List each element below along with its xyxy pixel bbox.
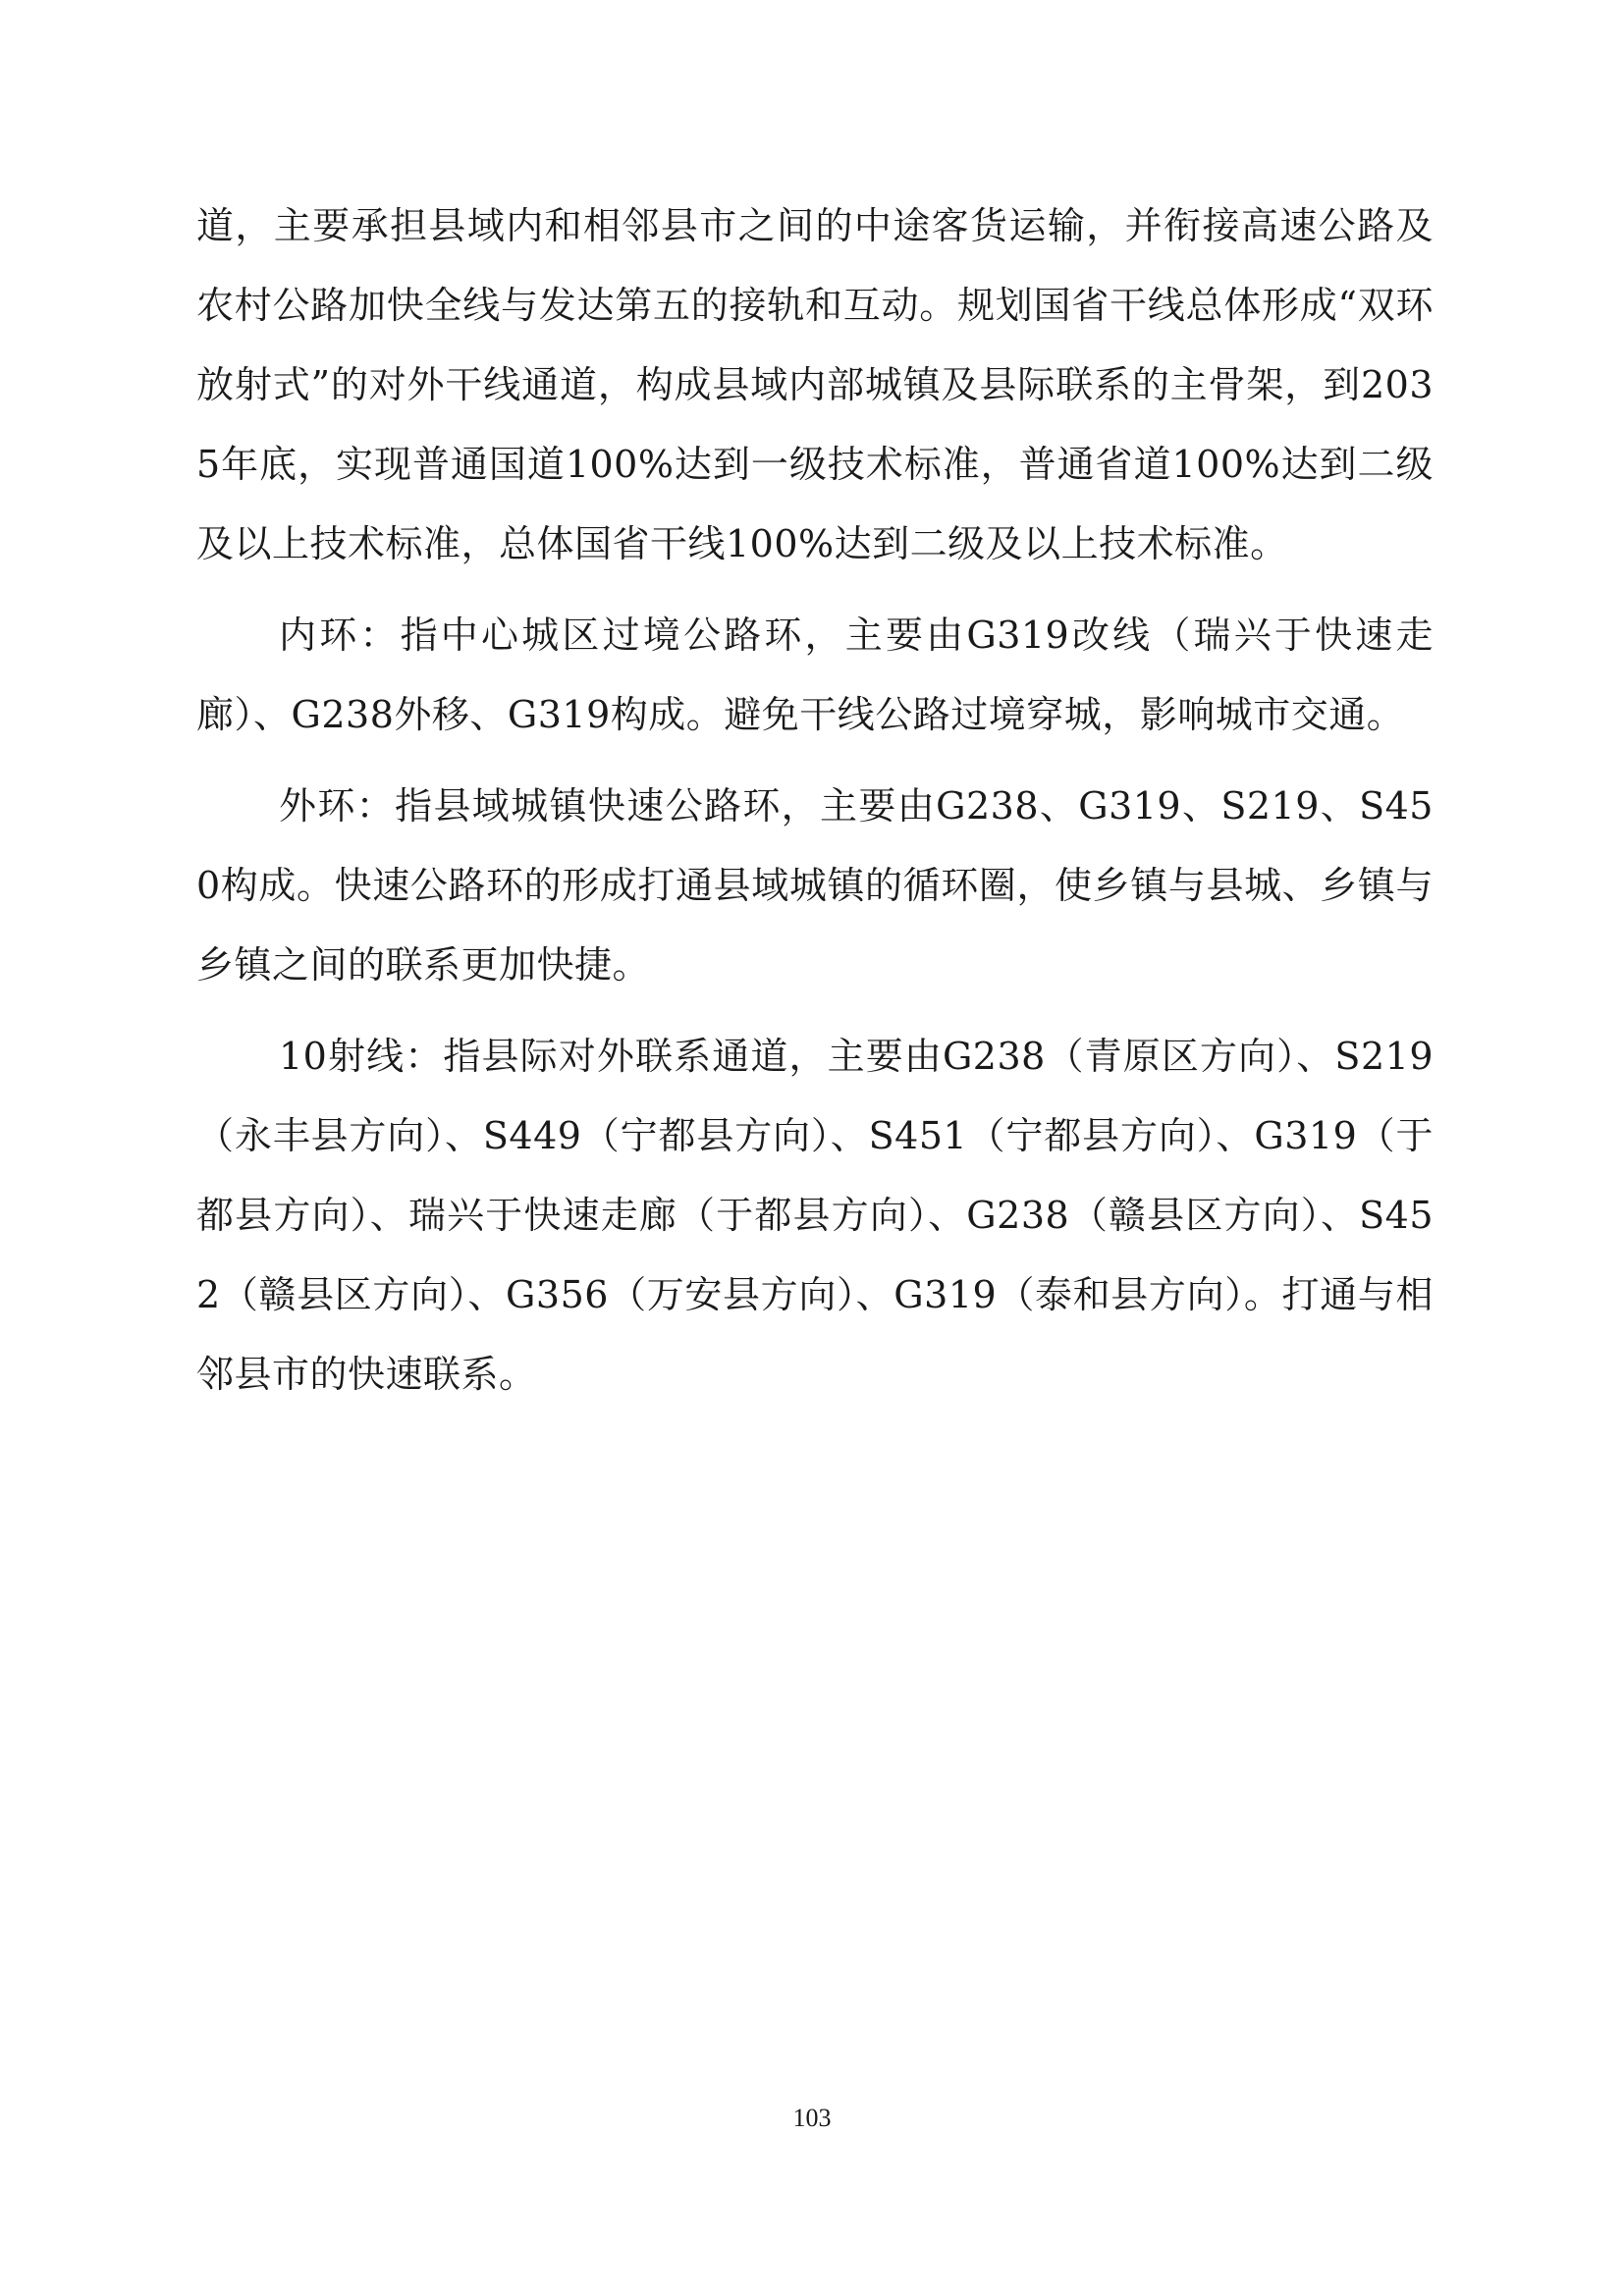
body-text bbox=[196, 187, 1434, 1415]
page-number: 103 bbox=[792, 2104, 832, 2132]
paragraph-inner-ring: 内环：指中心城区过境公路环，主要由G319改线（瑞兴于快速走廊）、G238外移、G319构成。避免干线公路过境穿城，影响城市交通。 bbox=[196, 614, 1434, 736]
paragraph-trunk-roads: 道，主要承担县域内和相邻县市之间的中途客货运输，并衔接高速公路及农村公路加快全线与发达第五的接轨和互动。规划国省干线总体形成“双环放射式”的对外干线通道，构成县域内部城镇及县际联系的主骨架，到2035年底，实现普通国道100%达到一级技术标准，普通省道100%达到二级及以上技术标准，总体国省干线100%达到二级及以上技术标准。 bbox=[196, 204, 1434, 565]
paragraph-radial-lines: 10射线：指县际对外联系通道，主要由G238（青原区方向）、S219（永丰县方向）、S449（宁都县方向）、S451（宁都县方向）、G319（于都县方向）、瑞兴于快速走廊（于都县方向）、G238（赣县区方向）、S452（赣县区方向）、G356（万安县方向）、G319（泰和县方向）。打通与相邻县市的快速联系。 bbox=[196, 1035, 1434, 1396]
paragraph-outer-ring: 外环：指县域城镇快速公路环，主要由G238、G319、S219、S450构成。快速公路环的形成打通县域城镇的循环圈，使乡镇与县城、乡镇与乡镇之间的联系更加快捷。 bbox=[196, 784, 1434, 987]
